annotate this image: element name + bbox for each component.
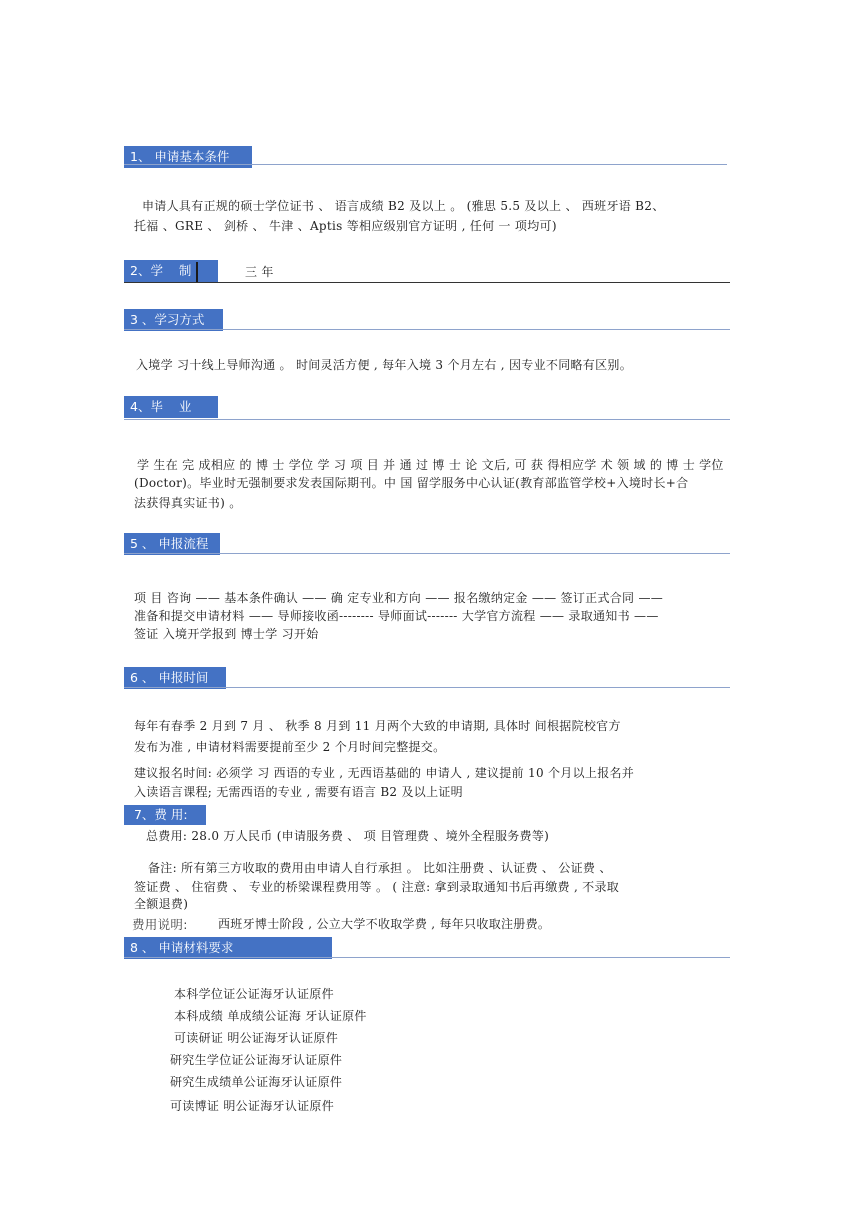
section-1-line-1: 申请人具有正规的硕士学位证书 、 语言成绩 B2 及以上 。 (雅思 5.5 及以上 、 西班牙语 B2、 — [142, 199, 665, 213]
section-6-line-2: 发布为准 , 申请材料需要提前至少 2 个月时间完整提交。 — [134, 740, 446, 754]
section-3-heading: 3 、学习方式 — [124, 309, 223, 331]
material-item: 可读研证 明公证海牙认证原件 — [174, 1031, 339, 1045]
section-3-line-1: 入境学 习十线上导师沟通 。 时间灵活方便 , 每年入境 3 个月左右 , 因专业不同略有区别。 — [136, 358, 632, 372]
section-5-line-2: 准备和提交申请材料 —— 导师接收函-------- 导师面试------- 大学官方流程 —— 录取通知书 —— — [134, 609, 659, 623]
section-4-rule — [124, 419, 730, 420]
section-4-line-3: 法获得真实证书) 。 — [134, 496, 242, 510]
section-4-line-1: 学 生在 完 成相应 的 博 士 学位 学 习 项 目 并 通 过 博 士 论 文后, 可 获 得相应学 术 领 域 的 博 士 学位 — [137, 458, 724, 472]
section-6-line-1: 每年有春季 2 月到 7 月 、 秋季 8 月到 11 月两个大致的申请期, 具体时 间根据院校官方 — [134, 719, 621, 733]
section-1-line-2: 托福 、GRE 、 剑桥 、 牛津 、Aptis 等相应级别官方证明 , 任何 一 项均可) — [134, 219, 557, 233]
fee-explain-text: 西班牙博士阶段 , 公立大学不收取学费 , 每年只收取注册费。 — [218, 917, 551, 931]
section-5-line-1: 项 目 咨询 —— 基本条件确认 —— 确 定专业和方向 —— 报名缴纳定金 —— 签订正式合同 —— — [134, 591, 664, 605]
section-5-line-3: 签证 入境开学报到 博士学 习开始 — [134, 627, 319, 641]
section-2-heading: 2、学 制 — [124, 260, 218, 282]
section-1-rule — [124, 164, 727, 165]
material-item: 研究生学位证公证海牙认证原件 — [170, 1053, 343, 1067]
section-6-rule — [124, 687, 730, 688]
fee-note-line-2: 签证费 、 住宿费 、 专业的桥梁课程费用等 。 ( 注意: 拿到录取通知书后再缴费 , 不录取 — [134, 880, 620, 894]
text-cursor — [196, 262, 198, 282]
section-6-heading: 6 、 申报时间 — [124, 667, 226, 689]
section-6-line-4: 入读语言课程; 无需西语的专业 , 需要有语言 B2 及以上证明 — [134, 785, 463, 799]
section-7-heading: 7、费 用: — [124, 805, 206, 825]
section-8-heading: 8 、 申请材料要求 — [124, 937, 332, 959]
fee-note-line-1: 备注: 所有第三方收取的费用由申请人自行承担 。 比如注册费 、认证费 、 公证费 、 — [148, 861, 612, 875]
material-item: 可读博证 明公证海牙认证原件 — [170, 1099, 335, 1113]
section-4-heading: 4、毕 业 — [124, 396, 218, 418]
material-item: 研究生成绩单公证海牙认证原件 — [170, 1075, 343, 1089]
section-5-heading: 5 、 申报流程 — [124, 533, 220, 555]
section-5-rule — [124, 553, 730, 554]
fee-note-line-3: 全额退费) — [134, 897, 189, 911]
fee-explain-label: 费用说明: — [132, 917, 188, 932]
material-item: 本科成绩 单成绩公证海 牙认证原件 — [174, 1009, 367, 1023]
section-2-value: 三 年 — [245, 265, 274, 279]
material-item: 本科学位证公证海牙认证原件 — [174, 987, 334, 1001]
section-8-rule — [124, 957, 730, 958]
section-3-rule — [124, 329, 730, 330]
section-6-line-3: 建议报名时间: 必须学 习 西语的专业 , 无西语基础的 申请人 , 建议提前 10 个月以上报名并 — [134, 766, 635, 780]
section-2-rule — [124, 282, 730, 283]
section-1-heading: 1、 申请基本条件 — [124, 146, 252, 168]
fee-total: 总费用: 28.0 万人民币 (申请服务费 、 项 目管理费 、境外全程服务费等) — [146, 829, 550, 843]
section-4-line-2: (Doctor)。毕业时无强制要求发表国际期刊。中 国 留学服务中心认证(教育部监管学校+入境时长+合 — [134, 476, 689, 490]
